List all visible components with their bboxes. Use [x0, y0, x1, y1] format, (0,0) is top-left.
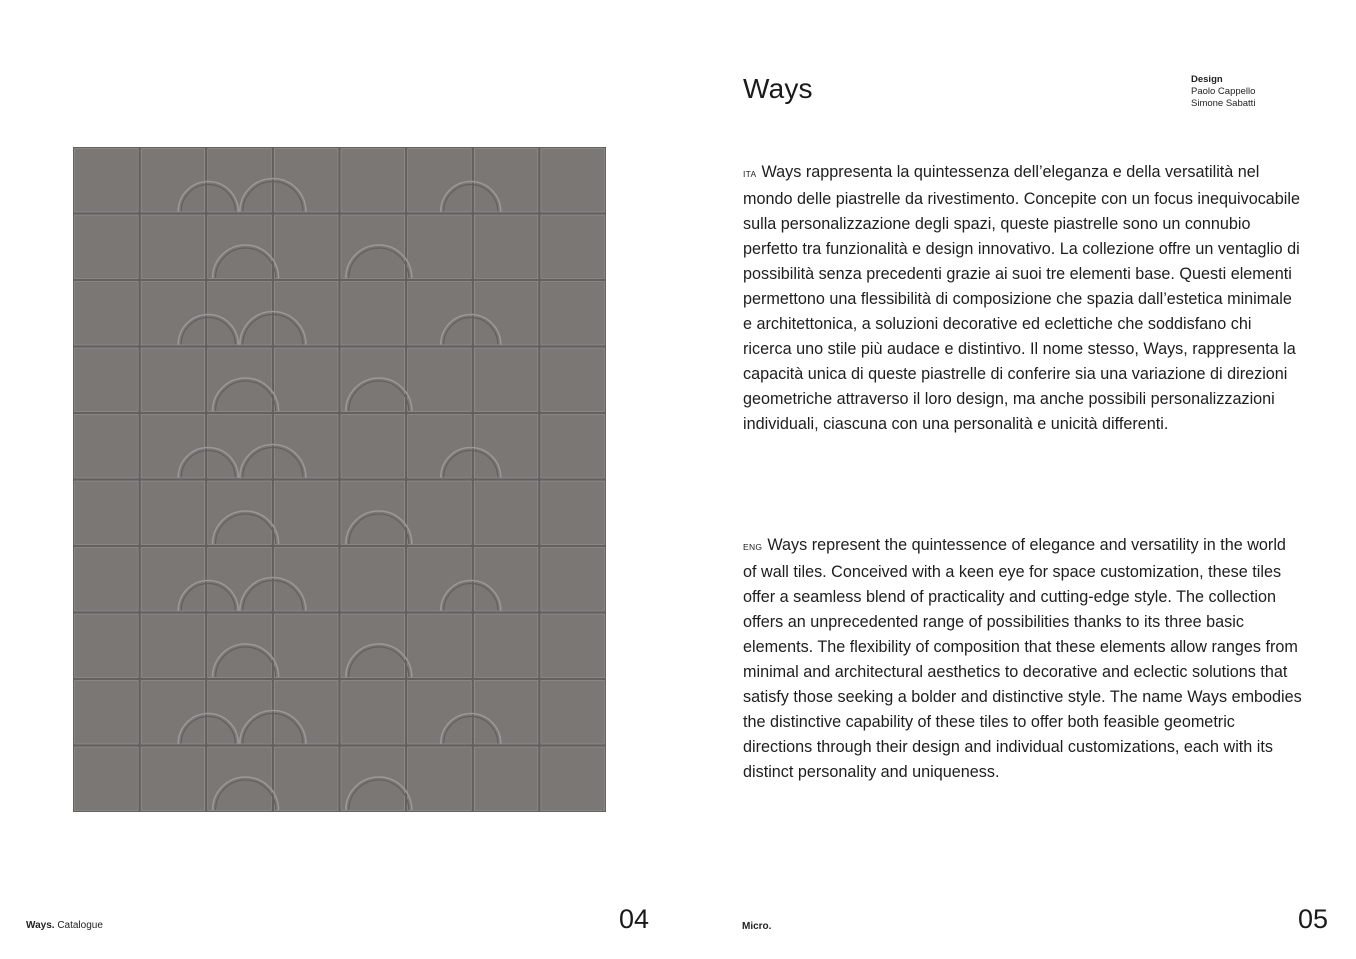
- tile: [75, 149, 139, 213]
- tile: [341, 282, 405, 346]
- page-number-right: 05: [1298, 904, 1329, 934]
- tile: [474, 149, 538, 213]
- tile: [141, 282, 205, 346]
- tile: [474, 548, 538, 612]
- tile: [408, 415, 472, 479]
- tile: [75, 481, 139, 545]
- english-description: [743, 533, 1303, 785]
- italian-text: Ways rappresenta la quintessenza dell’eleganza e della versatilità nel mondo delle piastrelle da rivestimento. Concepite con un focus inequivocabile sulla personalizzazione degli spazi, queste piastrelle sono un connubio perfetto tra funzionalità e design innovativo. La collezione offre un ventaglio di possibilità senza precedenti grazie ai suoi tre elementi base. Questi elementi permettono una flessibilità di composizione che spazia dall’estetica minimale e architettonica, a soluzioni decorative ed eclettiche che soddisfano chi ricerca uno stile più audace e distintivo. Il nome stesso, Ways, rappresenta la capacità unica di queste piastrelle di conferire sia una variazione di direzioni geometriche attraverso il loro design, ma anche possibili personalizzazioni individuali, ciascuna con una personalità e unicità differenti.: [743, 163, 1300, 433]
- tile: [141, 481, 205, 545]
- tile: [141, 614, 205, 678]
- tile: [75, 747, 139, 811]
- tile: [141, 548, 205, 612]
- tile: [341, 548, 405, 612]
- tile: [474, 348, 538, 412]
- tile: [274, 481, 338, 545]
- tile: [474, 481, 538, 545]
- ways-tile-composition-image: [73, 147, 606, 812]
- tile: [474, 681, 538, 745]
- tile: [541, 548, 605, 612]
- footer-catalogue-label: [26, 920, 103, 931]
- tile: [75, 348, 139, 412]
- tile: [541, 149, 605, 213]
- tile: [274, 215, 338, 279]
- tile: [474, 415, 538, 479]
- tile: [274, 348, 338, 412]
- lang-tag-ita: ITA: [743, 169, 757, 179]
- design-credits: [1191, 74, 1255, 110]
- tile: [141, 348, 205, 412]
- tile: [141, 681, 205, 745]
- tile: [541, 348, 605, 412]
- tile: [408, 215, 472, 279]
- tile: [408, 681, 472, 745]
- page-title: Ways: [743, 73, 813, 104]
- tile: [541, 282, 605, 346]
- tile: [541, 481, 605, 545]
- tile: [75, 681, 139, 745]
- tile: [541, 747, 605, 811]
- tile: [474, 215, 538, 279]
- tile: [274, 747, 338, 811]
- tile: [474, 747, 538, 811]
- tile: [541, 614, 605, 678]
- footer-label: Catalogue: [57, 920, 103, 931]
- tile: [75, 614, 139, 678]
- italian-description: [743, 160, 1303, 437]
- tile: [408, 348, 472, 412]
- tile: [408, 548, 472, 612]
- tile-grid-illustration: [73, 147, 606, 812]
- tile: [274, 614, 338, 678]
- right-page: [678, 0, 1356, 959]
- tile: [408, 282, 472, 346]
- tile: [75, 548, 139, 612]
- tile: [341, 681, 405, 745]
- page-number-left: 04: [619, 904, 650, 934]
- tile: [141, 415, 205, 479]
- tile: [408, 149, 472, 213]
- english-text: Ways represent the quintessence of elegance and versatility in the world of wall tiles. Conceived with a keen eye for space customization, these tiles offer a seamless blend of practicality and cutting-edge style. The collection offers an unprecedented range of possibilities thanks to its three basic elements. The flexibility of composition that these elements allow ranges from minimal and architectural aesthetics to decorative and eclectic solutions that satisfy those seeking a bolder and distinctive style. The name Ways embodies the distinctive capability of these tiles to offer both feasible geometric directions through their design and individual customizations, each with its distinct personality and uniqueness.: [743, 536, 1302, 781]
- tile: [408, 481, 472, 545]
- tile: [541, 415, 605, 479]
- tile: [474, 614, 538, 678]
- tile: [341, 415, 405, 479]
- tile: [75, 415, 139, 479]
- tile: [141, 215, 205, 279]
- tile: [474, 282, 538, 346]
- tile: [341, 149, 405, 213]
- lang-tag-eng: ENG: [743, 542, 763, 552]
- tile: [141, 149, 205, 213]
- tile: [541, 681, 605, 745]
- credits-label: Design: [1191, 74, 1223, 85]
- tile: [541, 215, 605, 279]
- footer-brand: Ways.: [26, 920, 55, 931]
- credits-name: Paolo Cappello: [1191, 86, 1256, 97]
- credits-name: Simone Sabatti: [1191, 98, 1256, 109]
- tile: [141, 747, 205, 811]
- tile: [408, 614, 472, 678]
- tile: [408, 747, 472, 811]
- tile: [75, 282, 139, 346]
- tile: [75, 215, 139, 279]
- footer-brand-micro: Micro.: [742, 921, 772, 932]
